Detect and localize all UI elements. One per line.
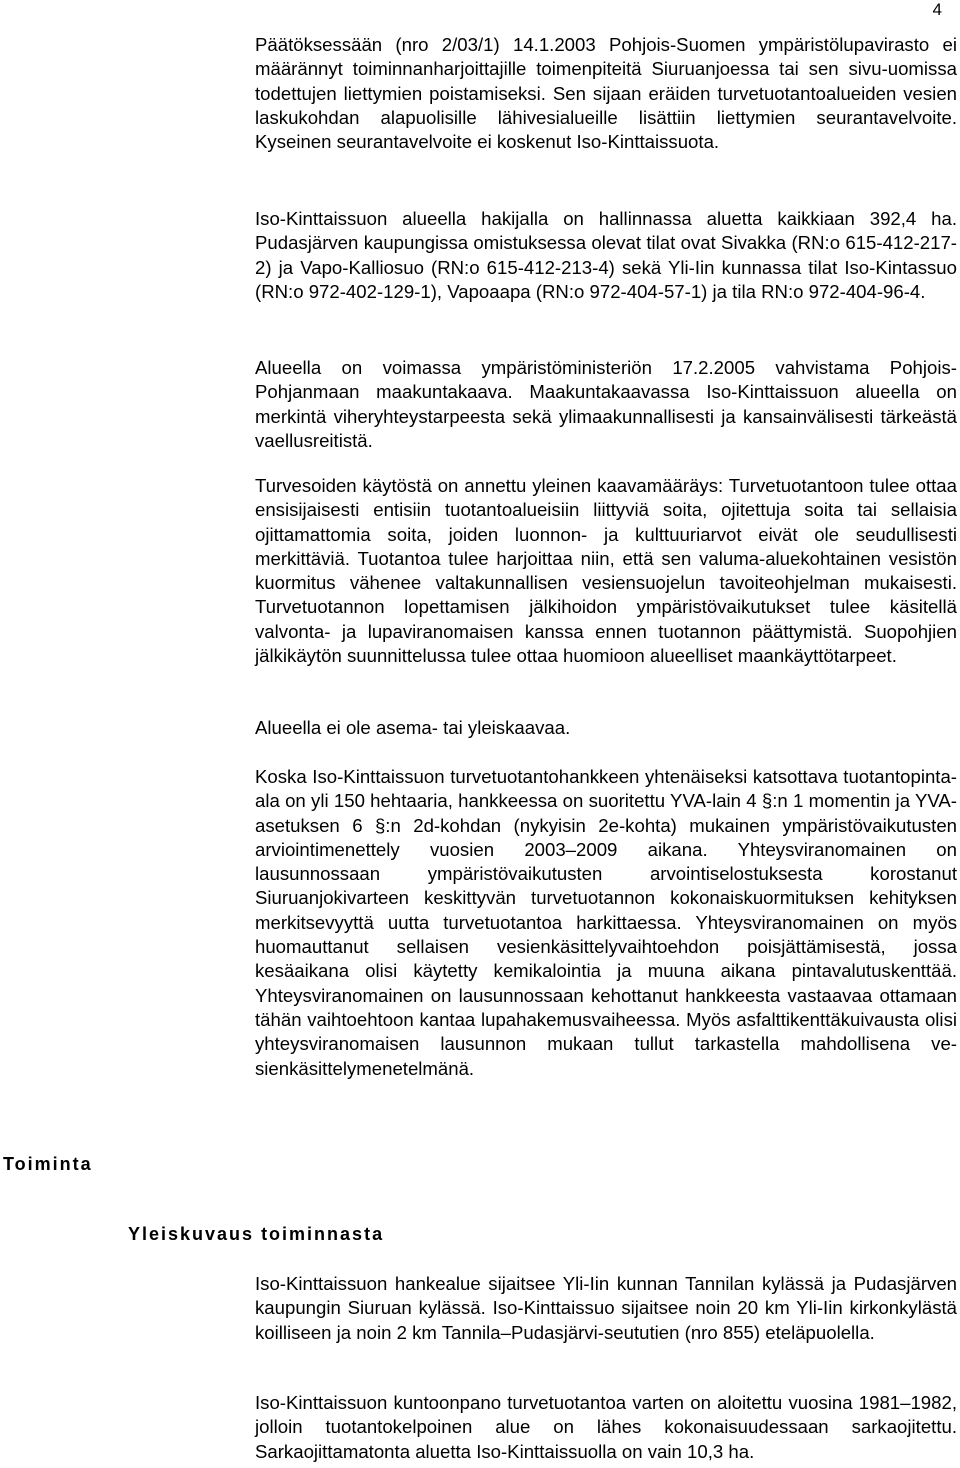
subsection-heading: Yleiskuvaus toiminnasta [128, 1224, 385, 1244]
section-heading: Toiminta [3, 1154, 93, 1174]
paragraph-text: Päätöksessään (nro 2/03/1) 14.1.2003 Pohjois-Suomen ympäristölupavirasto ei määrännyt toiminnanharjoittajille toimenpiteitä Siuruanjoessa tai sen sivu-uomissa todettujen liettymien poistamiseksi. Sen sijaan eräiden turvetuotantoalueiden vesien laskukohdan alapuolisille lähivesialueille lisättiin liettymien seurantavelvoite. Kyseinen seurantavelvoite ei koskenut Iso-Kinttaissuota. [255, 34, 957, 153]
paragraph-text: Alueella ei ole asema- tai yleiskaavaa. [255, 717, 571, 738]
paragraph-project-location [255, 1272, 957, 1345]
paragraph-text: Iso-Kinttaissuon hankealue sijaitsee Yli-Iin kunnan Tannilan kylässä ja Pudasjärven kaupungin Siuruan kylässä. Iso-Kinttaissuo sijaitsee noin 20 km Yli-Iin kirkonkylästä koilliseen ja noin 2 km Tannila–Pudasjärvi-seututien (nro 855) eteläpuolella. [255, 1273, 957, 1343]
page-number: 4 [932, 0, 942, 19]
paragraph-eia-procedure [255, 765, 957, 1081]
paragraph-no-master-plan [255, 716, 957, 740]
paragraph-text: Iso-Kinttaissuon alueella hakijalla on hallinnassa aluetta kaikkiaan 392,4 ha. Pudasjärven kaupungissa omistuksessa olevat tilat ovat Sivakka (RN:o 615-412-217-2) ja Vapo-Kalliosuo (RN:o 615-412-213-4) sekä Yli-Iin kunnassa tilat Iso-Kintassuo (RN:o 972-402-129-1), Vapoaapa (RN:o 972-404-57-1) ja tila RN:o 972-404-96-4. [255, 208, 957, 302]
paragraph-text: Turvesoiden käytöstä on annettu yleinen kaavamääräys: Turvetuotantoon tulee ottaa ensisijaisesti entisiin tuotantoalueisiin liittyviä soita, ojitettuja soita tai sellaisia ojittamattomia soita, joiden luonnon- ja kulttuuriarvot eivät ole seudullisesti merkittäviä. Tuotantoa tulee harjoittaa niin, että sen valuma-aluekohtainen vesistön kuormitus vähenee valtakunnallisen vesiensuojelun tavoiteohjelman mukaisesti. Turvetuotannon lopettamisen jälkihoidon ympäristövaikutukset tulee käsitellä valvonta- ja lupaviranomaisen kanssa ennen tuotannon päättymistä. Suopohjien jälkikäytön suunnittelussa tulee ottaa huomioon alueelliset maankäyttötarpeet. [255, 475, 957, 667]
paragraph-permit-decision [255, 33, 957, 154]
paragraph-regional-plan [255, 356, 957, 453]
paragraph-text: Alueella on voimassa ympäristöministeriön 17.2.2005 vahvistama Pohjois-Pohjanmaan maakuntakaava. Maakuntakaavassa Iso-Kinttaissuon alueella on merkintä viheryhteystarpeesta sekä ylimaakunnallisesti ja kansainvälisesti tärkeästä vaellusreitistä. [255, 357, 957, 451]
paragraph-land-holdings [255, 207, 957, 304]
paragraph-text: Koska Iso-Kinttaissuon turvetuotantohankkeen yhtenäiseksi katsottava tuotantopinta-ala on yli 150 hehtaaria, hankkeessa on suoritettu YVA-lain 4 §:n 1 momentin ja YVA-asetuksen 6 §:n 2d-kohdan (nykyisin 2e-kohta) mukainen ympäristövaikutusten arviointimenettely vuosien 2003–2009 aikana. Yhteysviranomainen on lausunnossaan ympäristövaikutusten arvointiselostuksesta korostanut Siuruanjokivarteen keskittyvän turvetuotannon kokonaiskuormituksen kehityksen merkitsevyyttä uutta turvetuotantoa harkittaessa. Yhteysviranomainen on myös huomauttanut sellaisen vesienkäsittelyvaihtoehdon poisjättämisestä, jossa kesäaikana olisi käytetty kemikalointia ja muuna aikana pintavalutuskenttää. Yhteysviranomainen on lausunnossaan kehottanut hankkeesta vastaavaa ottamaan tähän vaihtoehtoon kantaa lupahakemusvaiheessa. Myös asfalttikenttäkuivausta olisi yhteysviranomaisen lausunnon mukaan tullut tarkastella mahdollisena vesienkäsittelymenetelmänä. [255, 766, 957, 1079]
paragraph-site-history [255, 1391, 957, 1464]
paragraph-text: Iso-Kinttaissuon kuntoonpano turvetuotantoa varten on aloitettu vuosina 1981–1982, jolloin tuotantokelpoinen alue on lähes kokonaisuudessaan sarkaojitettu. Sarkaojittamatonta aluetta Iso-Kinttaissuolla on vain 10,3 ha. [255, 1392, 957, 1462]
paragraph-peat-regulation [255, 474, 957, 668]
